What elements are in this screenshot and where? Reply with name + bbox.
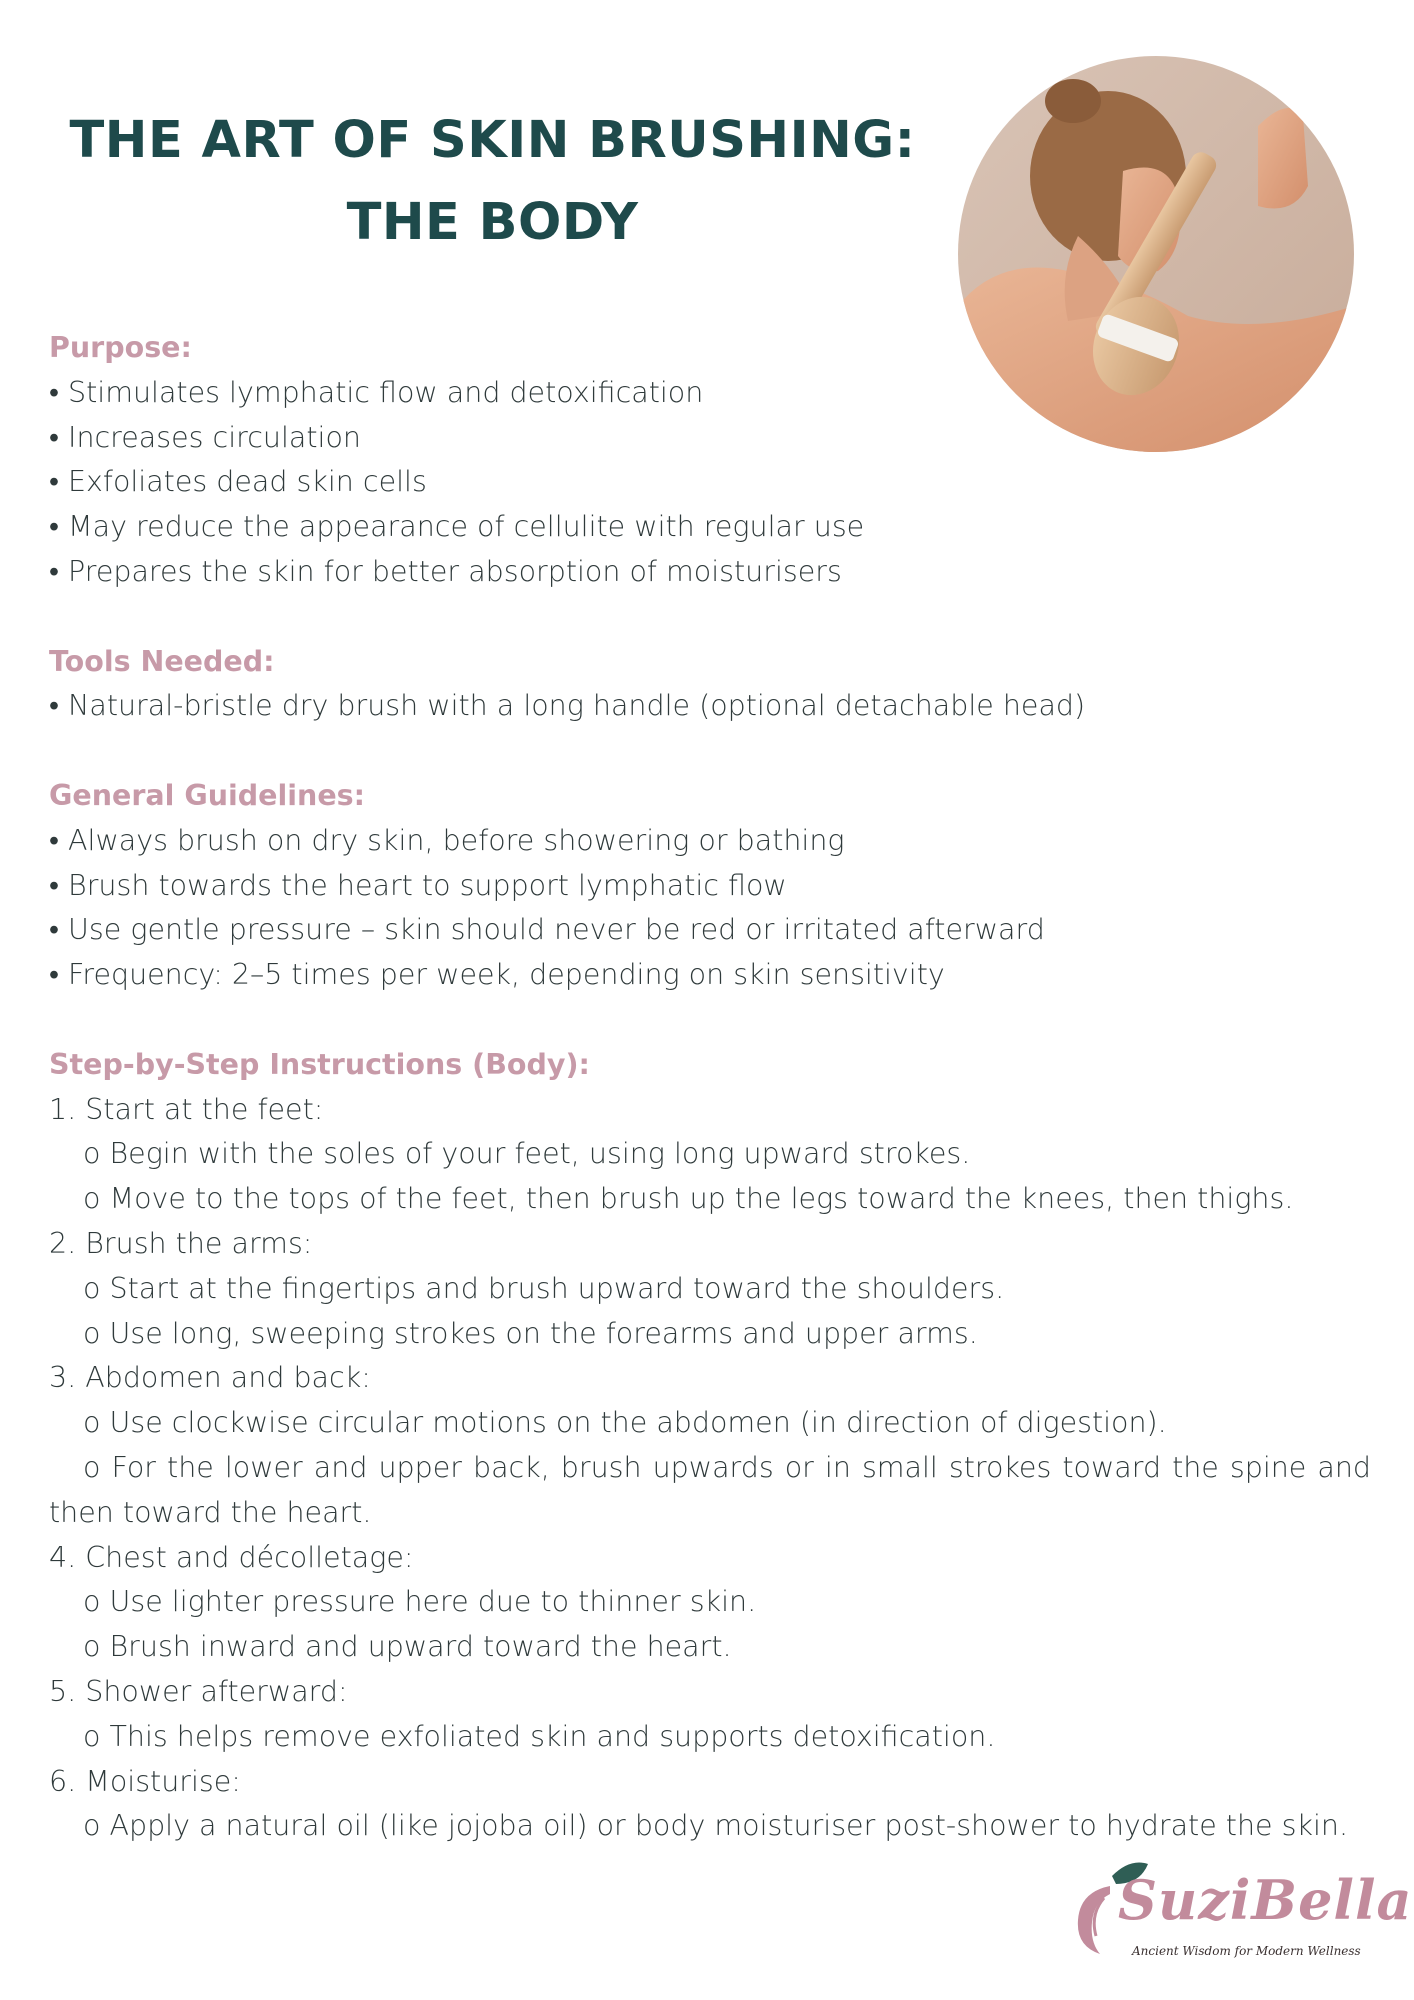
guideline-item: • Always brush on dry skin, before showering or bathing xyxy=(49,823,845,857)
guideline-item: • Use gentle pressure – skin should never be red or irritated afterward xyxy=(49,913,1045,947)
step-substep: o For the lower and upper back, brush upwards or in small strokes toward the spine and then toward the heart. xyxy=(49,1450,1371,1529)
step-label: 1. Start at the feet: xyxy=(49,1092,324,1126)
step-label: 3. Abdomen and back: xyxy=(49,1361,371,1395)
purpose-item: • Prepares the skin for better absorption of moisturisers xyxy=(49,554,842,588)
tools-heading: Tools Needed: xyxy=(49,644,275,678)
step-substep: o Apply a natural oil (like jojoba oil) or body moisturiser post-shower to hydrate the skin. xyxy=(83,1809,1349,1843)
guideline-item: • Frequency: 2–5 times per week, depending on skin sensitivity xyxy=(49,958,945,992)
step-label: 4. Chest and décolletage: xyxy=(49,1540,414,1574)
page-title xyxy=(40,100,945,264)
step-substep: o Brush inward and upward toward the heart. xyxy=(83,1630,732,1664)
step-substep: o Use clockwise circular motions on the abdomen (in direction of digestion). xyxy=(83,1406,1167,1440)
guideline-item: • Brush towards the heart to support lymphatic flow xyxy=(49,868,787,902)
step-label: 6. Moisturise: xyxy=(49,1764,241,1798)
step-substep: o Start at the fingertips and brush upward toward the shoulders. xyxy=(83,1271,1005,1305)
title-line-1: THE ART OF SKIN BRUSHING: xyxy=(69,111,916,170)
step-substep: o This helps remove exfoliated skin and supports detoxification. xyxy=(83,1719,996,1753)
step-label: 2. Brush the arms: xyxy=(49,1226,313,1260)
logo-tagline: Ancient Wisdom for Modern Wellness xyxy=(1132,1944,1361,1958)
document-body xyxy=(49,326,1371,1849)
purpose-item: • Stimulates lymphatic flow and detoxification xyxy=(49,375,704,409)
steps-heading: Step-by-Step Instructions (Body): xyxy=(49,1047,590,1081)
suzibella-logo xyxy=(1060,1858,1413,1973)
step-label: 5. Shower afterward: xyxy=(49,1674,348,1708)
step-substep: o Use lighter pressure here due to thinner skin. xyxy=(83,1585,757,1619)
step-substep: o Begin with the soles of your feet, using long upward strokes. xyxy=(83,1137,971,1171)
step-substep: o Use long, sweeping strokes on the forearms and upper arms. xyxy=(83,1316,978,1350)
title-line-2: THE BODY xyxy=(346,193,639,252)
purpose-item: • Exfoliates dead skin cells xyxy=(49,465,427,499)
guidelines-heading: General Guidelines: xyxy=(49,778,366,812)
logo-wordmark: SuziBella xyxy=(1118,1868,1413,1932)
tools-item: • Natural-bristle dry brush with a long handle (optional detachable head) xyxy=(49,689,1086,723)
purpose-item: • Increases circulation xyxy=(49,420,361,454)
step-substep: o Move to the tops of the feet, then brush up the legs toward the knees, then thighs. xyxy=(83,1182,1294,1216)
purpose-heading: Purpose: xyxy=(49,331,192,364)
purpose-item: • May reduce the appearance of cellulite with regular use xyxy=(49,510,865,544)
